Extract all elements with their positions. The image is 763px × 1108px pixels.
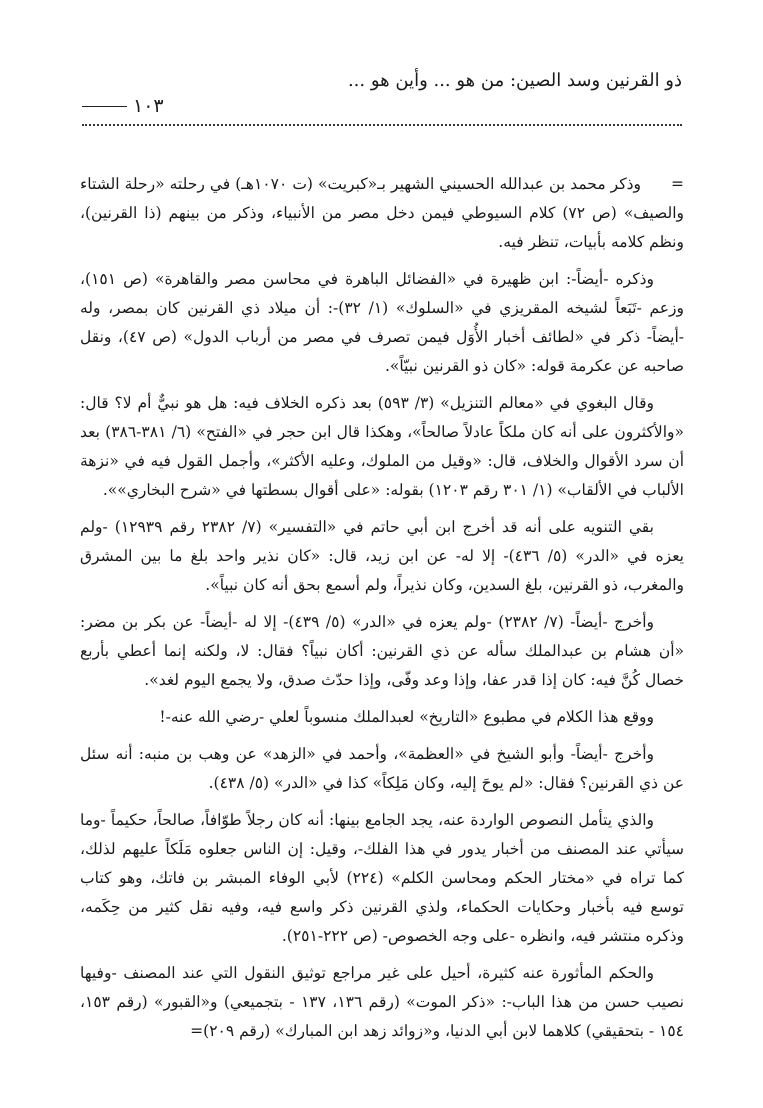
paragraph: وأخرج -أيضاً- وأبو الشيخ في «العظمة»، وأحمد في «الزهد» عن وهب بن منبه: أنه سئل عن ذي القرنين؟ فقال: «لم يوحَ إليه، وكان مَلِكاً» كذا في «الدر» (٥/ ٤٣٨). <box>80 745 684 792</box>
paragraph: وقال البغوي في «معالم التنزيل» (٣/ ٥٩٣) بعد ذكره الخلاف فيه: هل هو نبيٌّ أم لا؟ قال: «والأكثرون على أنه كان ملكاً عادلاً صالحاً»، وهكذا قال ابن حجر في «الفتح» (٦/ ٣٨١-٣٨٦) بعد أن سرد الأقوال والخلاف، قال: «وقيل من الملوك، وعليه الأكثر»، وأجمل القول فيه في «نزهة الألباب في الألقاب» (١/ ٣٠١ رقم ١٢٠٣) بقوله: «على أقوال بسطتها في «شرح البخاري»». <box>80 394 684 499</box>
paragraph: والحكم المأثورة عنه كثيرة، أحيل على غير مراجع توثيق النقول التي عند المصنف -وفيها نصيب حسن من هذا الباب-: «ذكر الموت» (رقم ١٣٦، ١٣٧ - بتجميعي) و«القبور» (رقم ١٥٣، ١٥٤ - بتحقيقي) كلاهما لابن أبي الدنيا، و«زوائد زهد ابن المبارك» (رقم ٢٠٩)= <box>80 964 684 1040</box>
running-title: ذو القرنين وسد الصين: من هو ... وأين هو ... <box>347 70 682 91</box>
page-header <box>82 70 682 130</box>
paragraph: بقي التنويه على أنه قد أخرج ابن أبي حاتم في «التفسير» (٧/ ٢٣٨٢ رقم ١٢٩٣٩) -ولم يعزه في «الدر» (٥/ ٤٣٦)- إلا له- عن ابن زيد، قال: «كان نذير واحد بلغ ما بين المشرق والمغرب، ذو القرنين، بلغ السدين، وكان نذيراً، ولم أسمع بحق أنه كان نبياً». <box>80 518 684 594</box>
page-body <box>80 170 684 1054</box>
continuation-marker: = <box>670 175 684 193</box>
paragraph-text: وذكر محمد بن عبدالله الحسيني الشهير بـ«كبريت» (ت ١٠٧٠هـ) في رحلته «رحلة الشتاء والصيف» (ص ٧٢) كلام السيوطي فيمن دخل مصر من الأنبياء، وذكر من بينهم (ذا القرنين)، ونظم كلامه بأبيات، تنظر فيه. <box>80 175 684 251</box>
paragraph: وذكره -أيضاً-: ابن ظهيرة في «الفضائل الباهرة في محاسن مصر والقاهرة» (ص ١٥١)، وزعم -تَبَعاً لشيخه المقريزي في «السلوك» (١/ ٣٢)-: أن ميلاد ذي القرنين كان بمصر، وله -أيضاً- ذكر في «لطائف أخبار الأُوَل فيمن تصرف في مصر من أرباب الدول» (ص ٤٧)، ونقل صاحبه عن عكرمة قوله: «كان ذو القرنين نبيّاً». <box>80 270 684 375</box>
paragraph: ووقع هذا الكلام في مطبوع «التاريخ» لعبدالملك منسوباً لعلي -رضي الله عنه-! <box>159 708 654 726</box>
paragraph: والذي يتأمل النصوص الواردة عنه، يجد الجامع بينها: أنه كان رجلاً طوّافاً، صالحاً، حكيماً -وما سيأتي عند المصنف من أخبار يدور في هذا الفلك-، وقيل: إن الناس جعلوه مَلَكاً عليهم لذلك، كما تراه في «مختار الحكم ومحاسن الكلم» (٢٢٤) لأبي الوفاء المبشر بن فاتك، وهو كتاب توسع فيه بأخبار وحكايات الحكماء، ولذي القرنين ذكر واسع فيه، وفيه نقل كثير من حِكَمه، وذكره منتشر فيه، وانظره -على وجه الخصوص- (ص ٢٢٢-٢٥١). <box>80 811 684 945</box>
dotted-separator <box>82 124 682 126</box>
page-number: ١٠٣ <box>133 95 164 117</box>
page-number-rule <box>82 106 127 107</box>
paragraph <box>80 170 684 257</box>
page-number-block <box>82 94 164 118</box>
paragraph: وأخرج -أيضاً- (٧/ ٢٣٨٢) -ولم يعزه في «الدر» (٥/ ٤٣٩)- إلا له -أيضاً- عن بكر بن مضر: «أن هشام بن عبدالملك سأله عن ذي القرنين: أكان نبياً؟ فقال: لا، ولكنه إنما أعطي بأربع خصال كُنَّ فيه: كان إذا قدر عفا، وإذا وعد وفّى، وإذا حدّث صدق، ولا يجمع اليوم لغد». <box>80 613 684 689</box>
